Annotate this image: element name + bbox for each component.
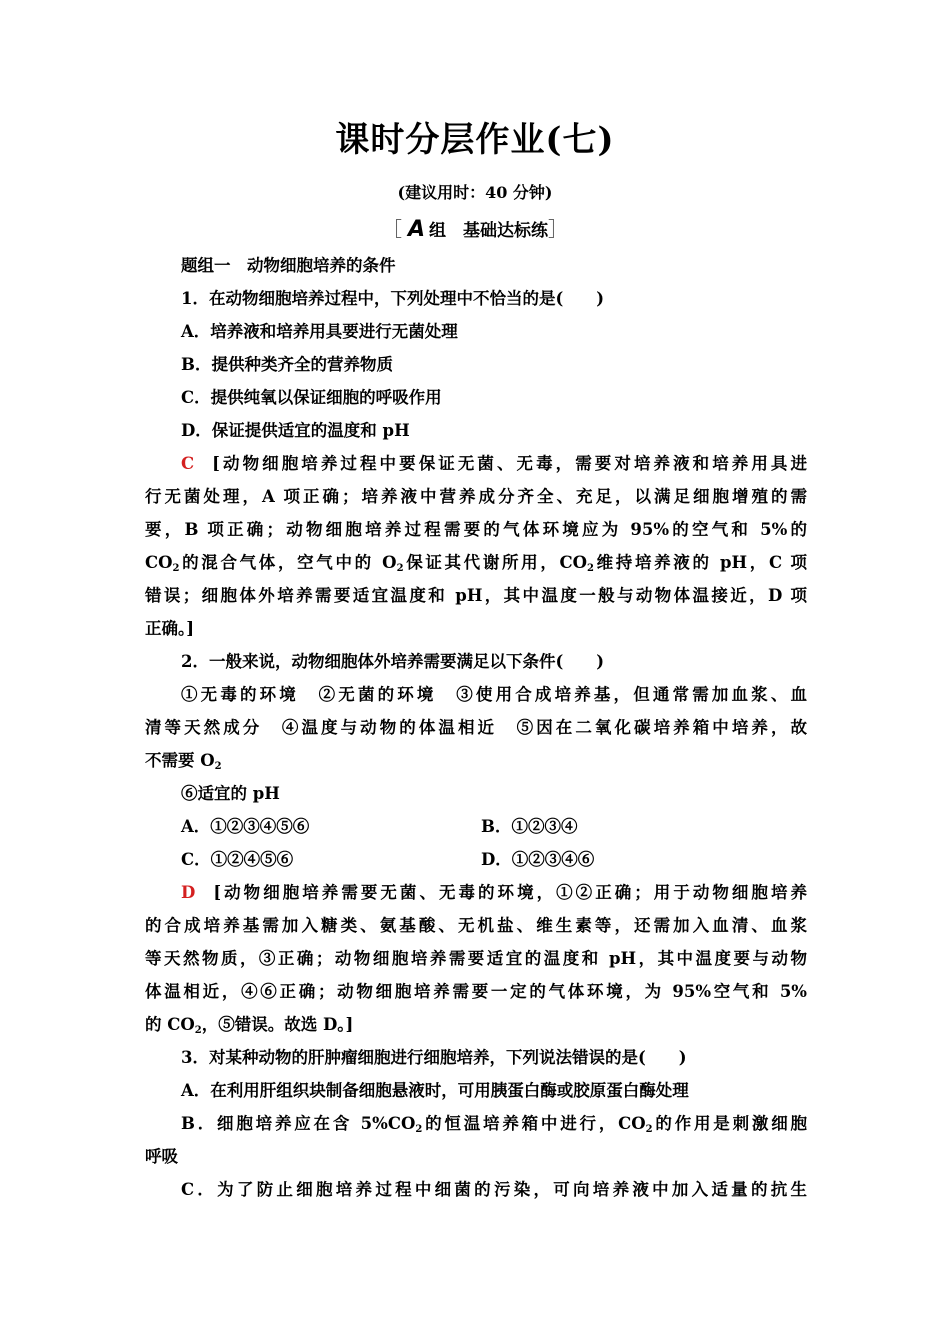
q2-option-a: A．①②③④⑤⑥ bbox=[181, 817, 310, 836]
q2-conditions-line: ①无毒的环境 ②无菌的环境 ③使用合成培养基，但通常需加血浆、血 bbox=[181, 685, 807, 704]
q2-option-b: B．①②③④ bbox=[481, 817, 578, 836]
q1-explanation-line: $CO_2$的混合气体，空气中的 $O_2$保证其代谢所用，$CO_2$维持培养液的 pH，C 项 bbox=[145, 553, 807, 574]
q2-option-d: D．①②③④⑥ bbox=[481, 850, 595, 869]
q1-option-c: C．提供纯氧以保证细胞的呼吸作用 bbox=[181, 388, 442, 407]
group-label: 组 基础达标练 bbox=[429, 221, 549, 241]
group-heading bbox=[0, 213, 950, 242]
q2-explanation-line: 体温相近，④⑥正确；动物细胞培养需要一定的气体环境，为 95%空气和 5% bbox=[145, 982, 807, 1001]
q2-answer: D bbox=[181, 883, 196, 902]
q3-option-c: C．为了防止细胞培养过程中细菌的污染，可向培养液中加入适量的抗生 bbox=[181, 1180, 807, 1199]
q3-option-a: A．在利用肝组织块制备细胞悬液时，可用胰蛋白酶或胶原蛋白酶处理 bbox=[181, 1081, 689, 1100]
q1-option-b: B．提供种类齐全的营养物质 bbox=[181, 355, 393, 374]
q1-explanation-line: 正确。] bbox=[145, 619, 195, 638]
q2-conditions-line: 清等天然成分 ④温度与动物的体温相近 ⑤因在二氧化碳培养箱中培养，故 bbox=[145, 718, 807, 737]
q1-explanation-line: 错误；细胞体外培养需要适宜温度和 pH，其中温度一般与动物体温接近，D 项 bbox=[145, 586, 807, 605]
q3-option-b-cont: 呼吸 bbox=[145, 1147, 178, 1166]
group-a-badge: A bbox=[407, 217, 426, 242]
q2-explanation-line: 的 $CO_2$，⑤错误。故选 D。] bbox=[145, 1015, 354, 1036]
q3-option-b: B．细胞培养应在含 $5\%CO_2$的恒温培养箱中进行，$CO_2$的作用是刺激细胞 bbox=[181, 1114, 808, 1135]
q2-explanation-line: 的合成培养基需加入糖类、氨基酸、无机盐、维生素等，还需加入血清、血浆 bbox=[145, 916, 807, 935]
q2-options-row bbox=[145, 810, 807, 843]
q1-option-d: D．保证提供适宜的温度和 pH bbox=[181, 421, 410, 440]
q1-explanation-line: 要，B 项正确；动物细胞培养过程需要的气体环境应为 95%的空气和 5%的 bbox=[145, 520, 807, 539]
q1-explanation-line: C [动物细胞培养过程中要保证无菌、无毒，需要对培养液和培养用具进 bbox=[181, 454, 807, 473]
q1-stem: 1．在动物细胞培养过程中，下列处理中不恰当的是( ) bbox=[181, 289, 605, 308]
q1-answer: C bbox=[181, 454, 195, 473]
q2-explanation-line: 等天然物质，③正确；动物细胞培养需要适宜的温度和 pH，其中温度要与动物 bbox=[145, 949, 807, 968]
document-body bbox=[145, 249, 807, 1206]
q2-conditions-line: 不需要 $O_2$ bbox=[145, 751, 222, 772]
bracket-close: ］ bbox=[548, 217, 569, 241]
page-title: 课时分层作业(七) bbox=[335, 120, 615, 160]
q2-explanation-line: D [动物细胞培养需要无菌、无毒的环境，①②正确；用于动物细胞培养 bbox=[181, 883, 807, 902]
q3-stem: 3．对某种动物的肝肿瘤细胞进行细胞培养，下列说法错误的是( ) bbox=[181, 1048, 687, 1067]
q2-stem: 2．一般来说，动物细胞体外培养需要满足以下条件( ) bbox=[181, 652, 605, 671]
section-title: 题组一 动物细胞培养的条件 bbox=[181, 256, 396, 275]
q2-conditions-line: ⑥适宜的 pH bbox=[181, 784, 280, 803]
bracket-open: ［ bbox=[381, 217, 402, 241]
suggested-time: (建议用时：40 分钟) bbox=[397, 183, 553, 202]
q2-options-row bbox=[145, 843, 807, 876]
q2-option-c: C．①②④⑤⑥ bbox=[181, 850, 294, 869]
q1-explanation-line: 行无菌处理，A 项正确；培养液中营养成分齐全、充足，以满足细胞增殖的需 bbox=[145, 487, 807, 506]
q1-option-a: A．培养液和培养用具要进行无菌处理 bbox=[181, 322, 458, 341]
